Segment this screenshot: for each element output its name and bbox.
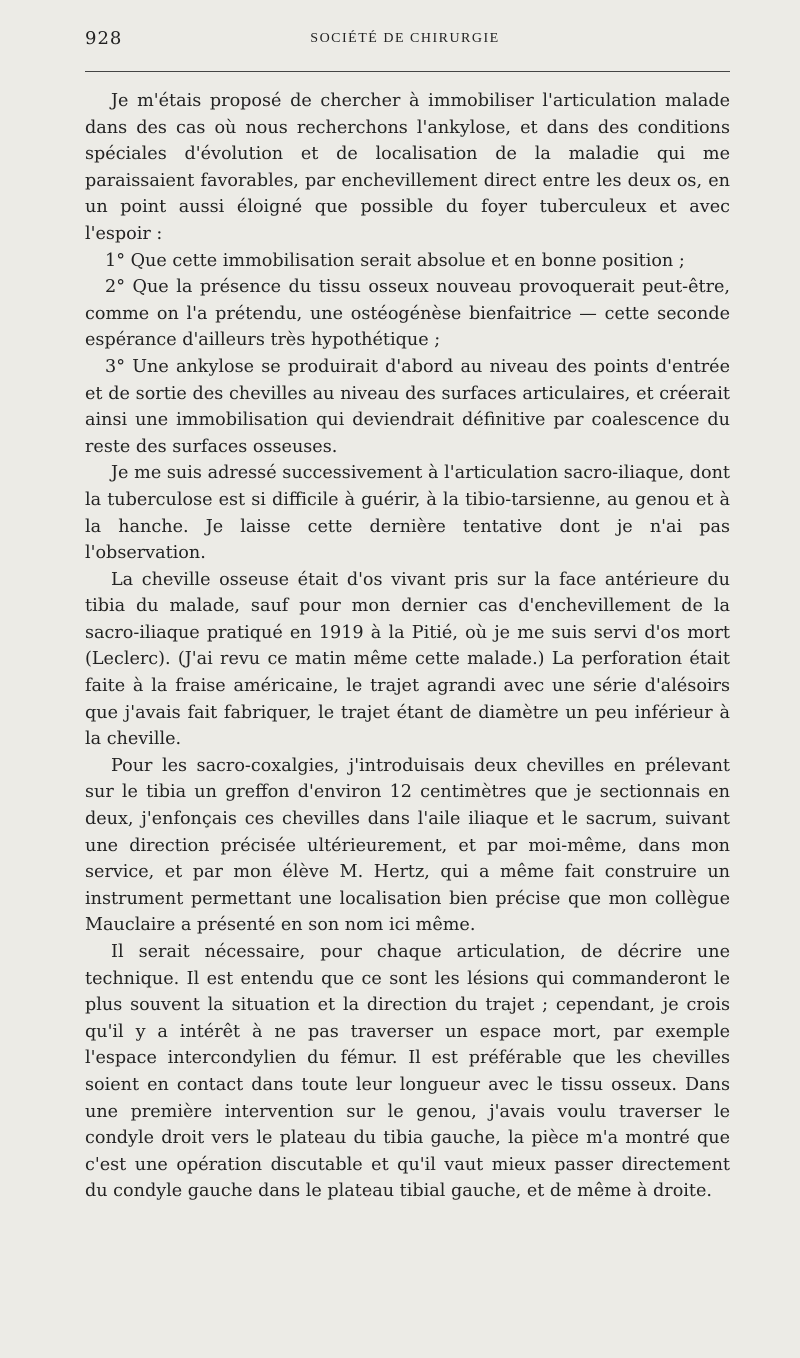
paragraph-technique: Il serait nécessaire, pour chaque articulation, de décrire une technique. Il est entendu que ce sont les lésions qui commanderont le plus souvent la situation et la direction du trajet ; cependant, je crois qu'il y a intérêt à ne pas traverser un espace mort, par exemple l'espace intercondylien du fémur. Il est préférable que les chevilles soient en contact dans toute leur longueur avec le tissu osseux. Dans une première intervention sur le genou, j'avais voulu traverser le condyle droit vers le plateau du tibia gauche, la pièce m'a montré que c'est une opération discutable et qu'il vaut mieux passer directement du condyle gauche dans le plateau tibial gauche, et de même à droite. (85, 942, 730, 1202)
page-number: 928 (85, 28, 123, 49)
journal-title: SOCIÉTÉ DE CHIRURGIE (310, 31, 500, 46)
header-rule (85, 71, 730, 72)
paragraph-intro: Je m'étais proposé de chercher à immobiliser l'articulation malade dans des cas où nous recherchons l'ankylose, et dans des conditions spéciales d'évolution et de localisation de la maladie qui me paraissaient favorables, par enchevillement direct entre les deux os, en un point aussi éloigné que possible du foyer tuberculeux et avec l'espoir : (85, 91, 730, 244)
paragraph-item-3: 3° Une ankylose se produirait d'abord au niveau des points d'entrée et de sortie des chevilles au niveau des surfaces articulaires, et créerait ainsi une immobilisation qui deviendrait définitive par coalescence du reste des surfaces osseuses. (85, 356, 730, 457)
running-head (85, 28, 725, 52)
paragraph-bone-peg: La cheville osseuse était d'os vivant pris sur la face antérieure du tibia du malade, sauf pour mon dernier cas d'enchevillement de la sacro-iliaque pratiqué en 1919 à la Pitié, où je me suis servi d'os mort (Leclerc). (J'ai revu ce matin même cette malade.) La perforation était faite à la fraise américaine, le trajet agrandi avec une série d'alésoirs que j'avais fait fabriquer, le trajet étant de diamètre un peu inférieur à la cheville. (85, 569, 730, 750)
paragraph-item-1: 1° Que cette immobilisation serait absolue et en bonne position ; (105, 250, 685, 271)
paragraph-joints: Je me suis adressé successivement à l'articulation sacro-iliaque, dont la tuberculose est si difficile à guérir, à la tibio-tarsienne, au genou et à la hanche. Je laisse cette dernière tentative dont je n'ai pas l'observation. (85, 463, 730, 564)
body-text (85, 88, 730, 1205)
paragraph-item-2: 2° Que la présence du tissu osseux nouveau provoquerait peut-être, comme on l'a prétendu, une ostéogénèse bienfaitrice — cette seconde espérance d'ailleurs très hypothétique ; (85, 277, 730, 351)
paragraph-sacro-coxalgia: Pour les sacro-coxalgies, j'introduisais deux chevilles en prélevant sur le tibia un greffon d'environ 12 centimètres que je sectionnais en deux, j'enfonçais ces chevilles dans l'aile iliaque et le sacrum, suivant une direction précisée ultérieurement, et par moi-même, dans mon service, et par mon élève M. Hertz, qui a même fait construire un instrument permettant une localisation bien précise que mon collègue Mauclaire a présenté en son nom ici même. (85, 755, 730, 936)
